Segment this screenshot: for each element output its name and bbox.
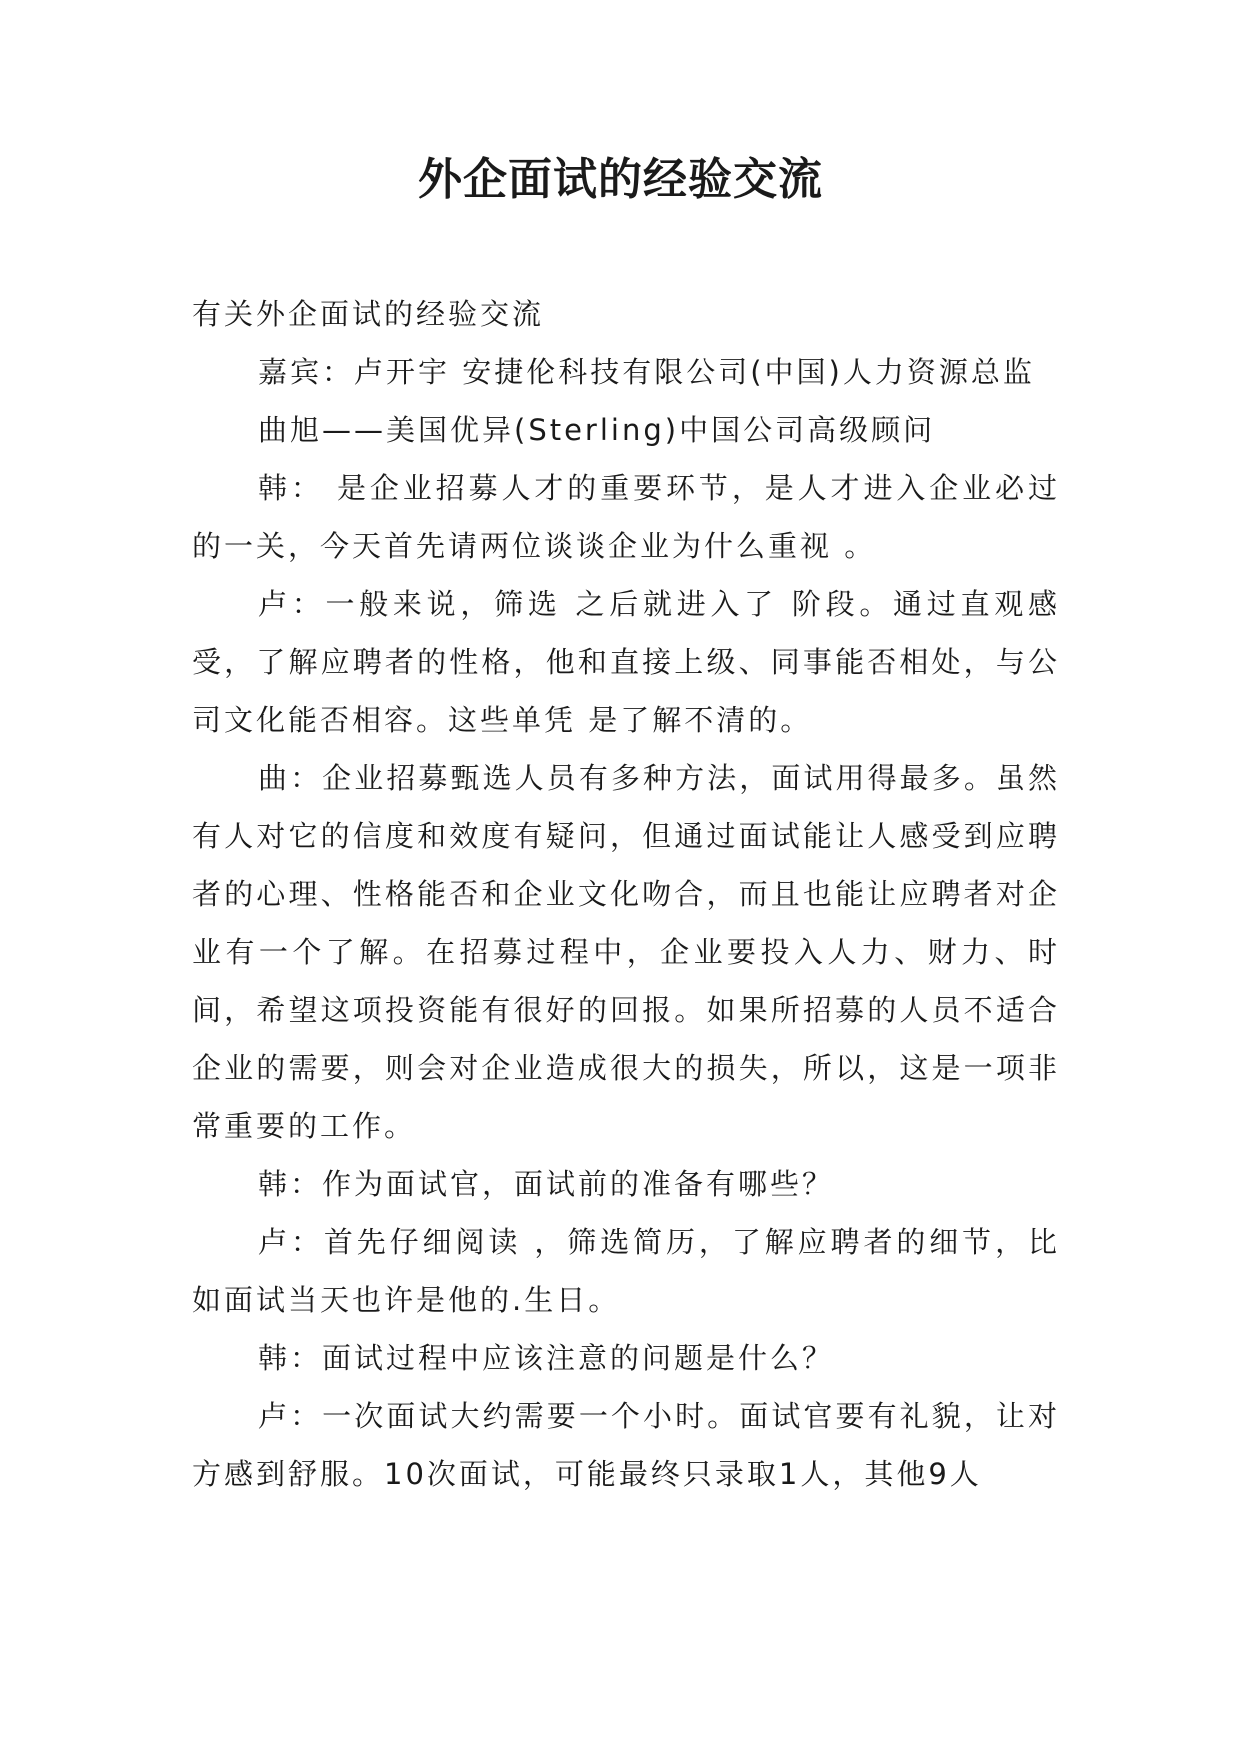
paragraph-han-question-2: 韩：作为面试官，面试前的准备有哪些？ [258,1167,835,1201]
paragraph-han-question-1: 韩： 是企业招募人才的重要环节，是人才进入企业必过的一关，今天首先请两位谈谈企业为什么重视 。 [192,471,1060,563]
document-body [192,285,1060,1503]
paragraph-lu-answer-2: 卢：首先仔细阅读 ，筛选简历，了解应聘者的细节，比如面试当天也许是他的.生日。 [192,1225,1060,1317]
paragraph-han-question-3: 韩：面试过程中应该注意的问题是什么？ [258,1341,835,1375]
document-title: 外企面试的经验交流 [418,154,823,205]
paragraph-lu-answer-3: 卢：一次面试大约需要一个小时。面试官要有礼貌，让对方感到舒服。10次面试，可能最终只录取1人，其他9人 [192,1399,1060,1491]
paragraph-intro: 有关外企面试的经验交流 [192,297,545,331]
paragraph-lu-answer-1: 卢：一般来说，筛选 之后就进入了 阶段。通过直观感受，了解应聘者的性格，他和直接上级、同事能否相处，与公司文化能否相容。这些单凭 是了解不清的。 [192,587,1060,737]
paragraph-guest-lu: 嘉宾：卢开宇 安捷伦科技有限公司(中国)人力资源总监 [258,355,1035,389]
paragraph-qu-answer-1: 曲：企业招募甄选人员有多种方法，面试用得最多。虽然有人对它的信度和效度有疑问，但通过面试能让人感受到应聘者的心理、性格能否和企业文化吻合，而且也能让应聘者对企业有一个了解。在招募过程中，企业要投入人力、财力、时间，希望这项投资能有很好的回报。如果所招募的人员不适合企业的需要，则会对企业造成很大的损失，所以，这是一项非常重要的工作。 [192,761,1060,1143]
paragraph-guest-qu: 曲旭——美国优异(Sterling)中国公司高级顾问 [258,413,936,447]
